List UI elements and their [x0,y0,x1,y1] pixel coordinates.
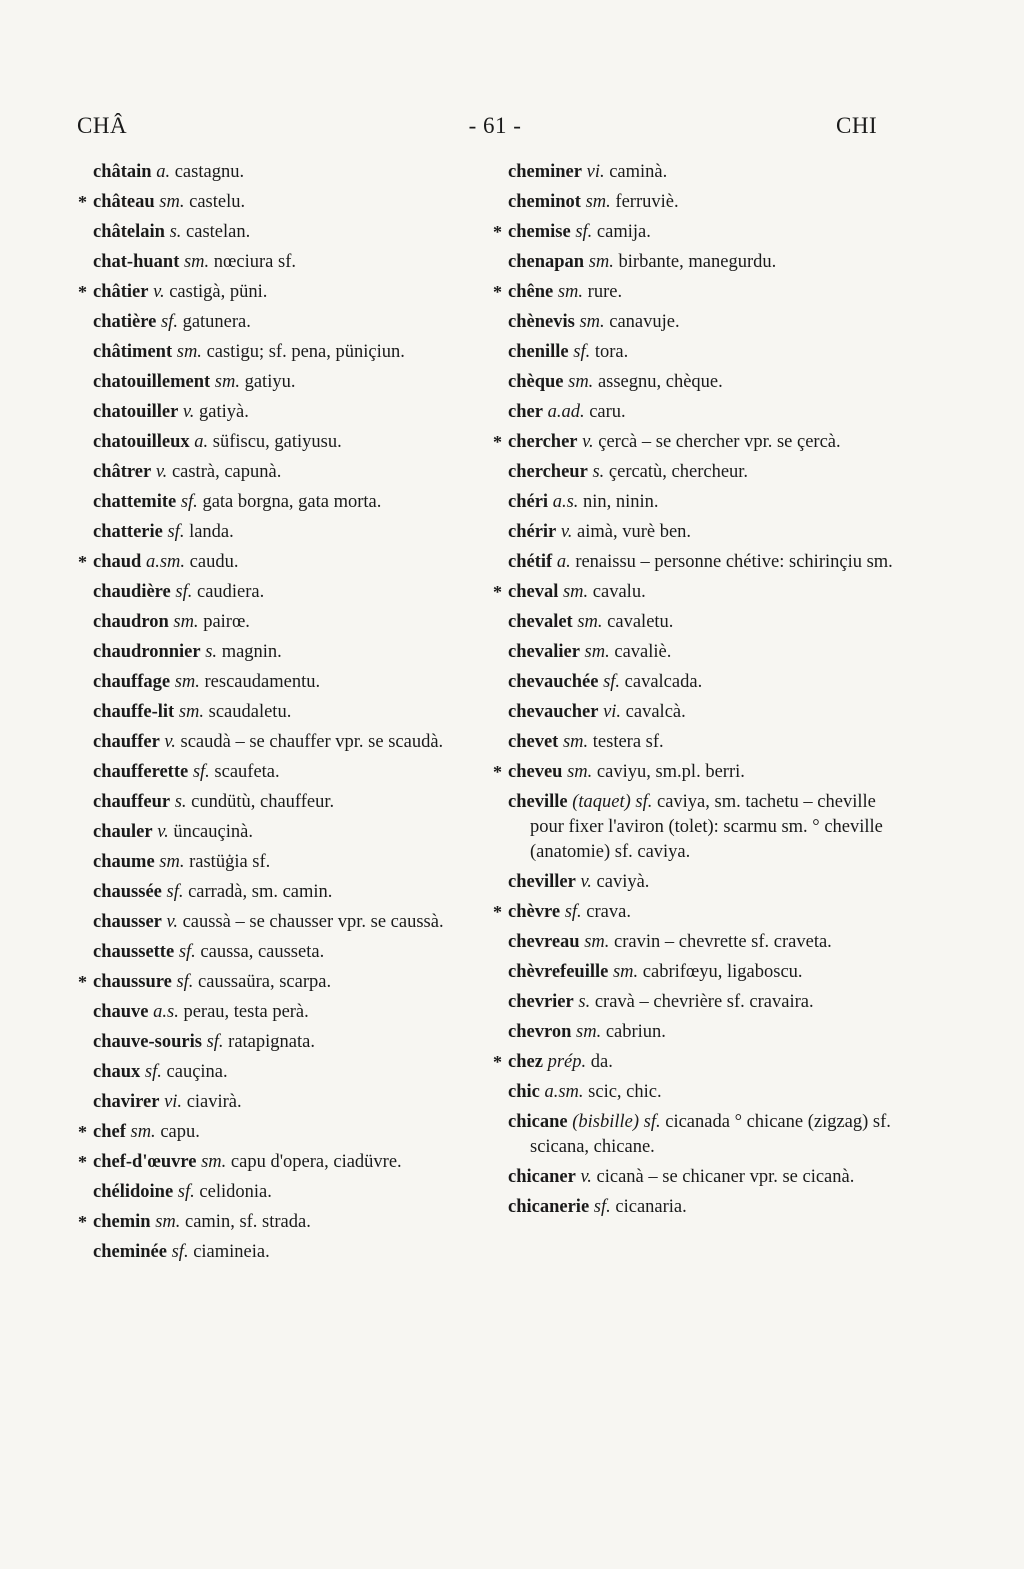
entry-translation: camin, sf. strada. [185,1212,311,1232]
entry-translation: rescaudamentu. [204,672,321,692]
entry-headword: chauve-souris [93,1032,202,1052]
entry-marker: * [78,192,87,212]
entry-headword: chaudron [93,612,169,632]
entry-headword: cheviller [508,872,576,892]
entry-translation: canavuje. [609,312,680,332]
entry-grammar: sm. [159,852,185,872]
entry-headword: chicane [508,1112,568,1132]
entry-translation: caussaüra, scarpa. [198,972,332,992]
entry-translation: caudu. [189,552,239,572]
entry-headword: chauffer [93,732,160,752]
dictionary-entry [493,900,893,925]
entry-grammar: sm. [576,1022,602,1042]
entry-headword: chavirer [93,1092,160,1112]
dictionary-entry [78,1120,463,1145]
entry-grammar: sf. [160,312,178,332]
dictionary-entry [493,340,893,365]
entry-translation: ciamineia. [193,1242,270,1262]
dictionary-entry [493,1050,893,1075]
entry-translation: cravin – chevrette sf. craveta. [614,932,832,952]
entry-grammar: sm. [562,582,589,602]
entry-headword: cheville [508,792,568,812]
entry-headword: chaudière [93,582,171,602]
dictionary-entry [78,400,463,425]
entry-translation: ciavirà. [186,1092,242,1112]
dictionary-entry [493,760,893,785]
entry-headword: chèque [508,372,564,392]
dictionary-entry [78,610,463,635]
entry-marker: * [78,552,87,572]
entry-grammar: s. [592,462,605,482]
dictionary-entry [493,490,893,515]
entry-translation: süfiscu, gatiyusu. [212,432,342,452]
entry-translation: gatunera. [182,312,251,332]
dictionary-entry [493,730,893,755]
entry-translation: caru. [589,402,626,422]
entry-translation: çercà – se chercher vpr. se çercà. [598,432,841,452]
entry-headword: châtrer [93,462,152,482]
entry-grammar: sm. [612,962,639,982]
entry-headword: chatouilleux [93,432,190,452]
entry-grammar: sf. [593,1197,611,1217]
dictionary-entry [493,310,893,335]
entry-marker: * [78,1152,87,1172]
entry-grammar: v. [580,1167,592,1187]
entry-headword: chêne [508,282,554,302]
entry-headword: chevron [508,1022,572,1042]
entry-headword: château [93,192,155,212]
entry-headword: chef [93,1122,126,1142]
entry-translation: cabriun. [605,1022,666,1042]
dictionary-entry [78,580,463,605]
entry-grammar: a.sm. [544,1082,584,1102]
entry-translation: cavalu. [592,582,646,602]
entry-grammar: sm. [201,1152,227,1172]
entry-grammar: a. [156,162,171,182]
dictionary-entry [78,520,463,545]
entry-headword: chemise [508,222,571,242]
entry-translation: scaudà – se chauffer vpr. se scaudà. [180,732,444,752]
entry-grammar: sf. [144,1062,162,1082]
entry-translation: caussà – se chausser vpr. se caussà. [182,912,444,932]
entry-translation: ferruviè. [615,192,679,212]
dictionary-entry [78,1180,463,1205]
entry-translation: capu d'opera, ciadüvre. [230,1152,402,1172]
dictionary-entry [78,340,463,365]
entry-translation: da. [590,1052,613,1072]
entry-marker: * [493,902,502,922]
entry-translation: castrà, capunà. [171,462,282,482]
entry-translation: caviya, sm. tachetu – cheville pour fixer l'aviron (tolet): scarmu sm. ° cheville (anatomie) sf. caviya. [530,792,883,862]
entry-translation: cavaletu. [607,612,674,632]
entry-grammar: s. [578,992,591,1012]
header-guide-left: CHÂ [77,113,128,138]
entry-translation: cabrifœyu, ligaboscu. [642,962,803,982]
entry-headword: chétif [508,552,553,572]
dictionary-entry [78,550,463,575]
entry-grammar: sf. [171,1242,189,1262]
entry-grammar: vi. [164,1092,183,1112]
entry-translation: çercatù, chercheur. [608,462,749,482]
entry-grammar: sm. [557,282,584,302]
entry-headword: cheminot [508,192,581,212]
entry-translation: cravà – chevrière sf. cravaira. [594,992,814,1012]
entry-grammar: v. [166,912,178,932]
entry-grammar: v. [164,732,176,752]
entry-grammar: sm. [176,342,202,362]
dictionary-entry [78,160,463,185]
entry-headword: chatouiller [93,402,179,422]
entry-translation: capu. [160,1122,200,1142]
dictionary-entry [493,930,893,955]
header-guide-right: CHI [836,113,878,138]
entry-translation: cavaliè. [614,642,672,662]
entry-headword: chauler [93,822,153,842]
dictionary-entry [78,1150,463,1175]
entry-translation: crava. [586,902,631,922]
dictionary-entry [78,310,463,335]
dictionary-entry [78,370,463,395]
right-column [493,160,893,1225]
entry-grammar: v. [560,522,573,542]
entry-headword: chaudronnier [93,642,201,662]
entry-headword: chéri [508,492,549,512]
entry-headword: cheval [508,582,559,602]
entry-grammar: vi. [603,702,622,722]
entry-translation: caviyà. [596,872,650,892]
dictionary-entry [78,250,463,275]
dictionary-entry [493,430,893,455]
entry-grammar: sm. [562,732,589,752]
entry-headword: chèvre [508,902,561,922]
entry-translation: cavalcada. [624,672,703,692]
entry-marker: * [493,762,502,782]
dictionary-entry [493,670,893,695]
entry-grammar: (taquet) sf. [572,792,653,812]
entry-translation: tora. [594,342,629,362]
dictionary-entry [493,1195,893,1220]
dictionary-entry [493,1110,893,1160]
dictionary-entry [78,1030,463,1055]
entry-translation: cavalcà. [625,702,686,722]
entry-headword: chatouillement [93,372,211,392]
dictionary-entry [78,760,463,785]
entry-marker: * [78,1212,87,1232]
entry-grammar: sm. [584,932,610,952]
dictionary-entry [78,970,463,995]
entry-grammar: sm. [173,612,199,632]
entry-grammar: sm. [577,612,603,632]
entry-headword: chènevis [508,312,575,332]
entry-grammar: sm. [155,1212,181,1232]
entry-translation: rastüġia sf. [189,852,271,872]
entry-headword: chaufferette [93,762,189,782]
dictionary-entry [493,220,893,245]
entry-grammar: s. [174,792,187,812]
entry-headword: châtelain [93,222,165,242]
dictionary-entry [78,1060,463,1085]
entry-grammar: v. [155,462,168,482]
entry-headword: châtier [93,282,149,302]
entry-headword: chercher [508,432,578,452]
entry-headword: châtiment [93,342,173,362]
dictionary-entry [493,640,893,665]
entry-headword: châtain [93,162,152,182]
dictionary-entry [78,460,463,485]
dictionary-entry [493,370,893,395]
entry-grammar: sm. [588,252,614,272]
entry-translation: gata borgna, gata morta. [202,492,382,512]
entry-headword: chatterie [93,522,163,542]
entry-translation: aimà, vurè ben. [577,522,692,542]
entry-grammar: sm. [174,672,200,692]
entry-translation: castigu; sf. pena, püniçiun. [206,342,405,362]
page-number: - 61 - [468,113,522,138]
entry-translation: cicanada ° chicane (zigzag) sf. scicana, chicane. [530,1112,891,1157]
entry-grammar: sm. [214,372,240,392]
entry-headword: chélidoine [93,1182,174,1202]
dictionary-entry [493,610,893,635]
entry-headword: chevrier [508,992,574,1012]
entry-translation: pairœ. [203,612,250,632]
dictionary-entry [78,280,463,305]
dictionary-entry [493,280,893,305]
entry-grammar: sf. [564,902,582,922]
entry-grammar: sm. [579,312,605,332]
entry-headword: chef-d'œuvre [93,1152,197,1172]
entry-translation: caminà. [609,162,668,182]
entry-headword: cheminée [93,1242,167,1262]
dictionary-entry [78,670,463,695]
entry-translation: cauçina. [166,1062,228,1082]
entry-grammar: (bisbille) sf. [572,1112,661,1132]
dictionary-entry [493,700,893,725]
entry-translation: renaissu – personne chétive: schirinçiu sm. [575,552,893,572]
entry-grammar: a.sm. [145,552,186,572]
dictionary-entry [78,220,463,245]
entry-headword: chevalier [508,642,580,662]
entry-translation: rure. [587,282,623,302]
left-column [78,160,463,1270]
entry-translation: scic, chic. [588,1082,662,1102]
entry-headword: chicanerie [508,1197,590,1217]
entry-headword: chaume [93,852,155,872]
entry-grammar: sm. [159,192,185,212]
dictionary-entry [78,1240,463,1265]
entry-grammar: sm. [178,702,204,722]
entry-grammar: a.s. [552,492,579,512]
dictionary-entry [78,940,463,965]
entry-grammar: sf. [166,882,184,902]
entry-headword: chatière [93,312,157,332]
dictionary-entry [78,700,463,725]
dictionary-entry [78,850,463,875]
entry-translation: cicanà – se chicaner vpr. se cicanà. [596,1167,855,1187]
entry-grammar: sm. [584,642,610,662]
dictionary-entry [493,400,893,425]
dictionary-entry [493,990,893,1015]
entry-grammar: sm. [183,252,210,272]
entry-translation: perau, testa perà. [183,1002,309,1022]
entry-grammar: sm. [567,762,593,782]
entry-translation: gatiyu. [244,372,296,392]
dictionary-entry [493,1165,893,1190]
entry-grammar: v. [582,432,594,452]
entry-translation: birbante, manegurdu. [618,252,777,272]
entry-headword: cher [508,402,543,422]
dictionary-entry [78,1000,463,1025]
entry-headword: chicaner [508,1167,576,1187]
entry-headword: chercheur [508,462,588,482]
dictionary-entry [493,520,893,545]
entry-translation: caudiera. [197,582,265,602]
dictionary-entry [493,460,893,485]
entry-grammar: sf. [573,342,591,362]
entry-grammar: vi. [586,162,605,182]
entry-headword: chenapan [508,252,585,272]
entry-grammar: sf. [192,762,210,782]
dictionary-entry [78,790,463,815]
entry-headword: chauffe-lit [93,702,175,722]
entry-translation: castagnu. [174,162,245,182]
entry-grammar: sf. [176,972,194,992]
dictionary-entry [78,490,463,515]
dictionary-entry [493,190,893,215]
entry-translation: caviyu, sm.pl. berri. [596,762,745,782]
entry-headword: cheveu [508,762,563,782]
entry-translation: landa. [189,522,234,542]
entry-grammar: sm. [568,372,594,392]
entry-marker: * [493,1052,502,1072]
entry-headword: chevreau [508,932,580,952]
dictionary-entry [78,640,463,665]
entry-translation: castelu. [189,192,246,212]
entry-translation: gatiyà. [199,402,249,422]
entry-translation: nin, ninin. [583,492,659,512]
dictionary-entry [493,580,893,605]
entry-grammar: prép. [547,1052,587,1072]
entry-headword: chaussée [93,882,162,902]
dictionary-entry [493,960,893,985]
entry-grammar: a. [556,552,571,572]
dictionary-entry [493,160,893,185]
dictionary-entry [78,730,463,755]
entry-marker: * [493,282,502,302]
entry-grammar: sf. [178,942,196,962]
entry-grammar: a.ad. [547,402,585,422]
dictionary-entry [493,870,893,895]
dictionary-entry [78,880,463,905]
entry-grammar: s. [169,222,182,242]
entry-grammar: v. [580,872,592,892]
entry-translation: cundütù, chauffeur. [191,792,335,812]
entry-grammar: s. [205,642,218,662]
entry-marker: * [493,222,502,242]
entry-grammar: sf. [175,582,193,602]
entry-headword: chevet [508,732,559,752]
entry-headword: chenille [508,342,569,362]
entry-headword: chaussette [93,942,175,962]
entry-marker: * [493,582,502,602]
entry-translation: assegnu, chèque. [597,372,723,392]
entry-grammar: sf. [603,672,621,692]
entry-headword: chaud [93,552,142,572]
dictionary-entry [78,430,463,455]
entry-headword: chaux [93,1062,141,1082]
entry-marker: * [78,1122,87,1142]
entry-translation: üncauçinà. [173,822,253,842]
entry-marker: * [493,432,502,452]
entry-headword: chemin [93,1212,151,1232]
entry-grammar: sf. [206,1032,224,1052]
entry-marker: * [78,282,87,302]
entry-translation: castigà, püni. [169,282,268,302]
entry-headword: chèvrefeuille [508,962,609,982]
entry-headword: chausser [93,912,162,932]
entry-grammar: a. [194,432,209,452]
entry-headword: chaussure [93,972,172,992]
dictionary-entry [78,820,463,845]
entry-translation: carradà, sm. camin. [188,882,333,902]
dictionary-entry [78,1090,463,1115]
entry-grammar: v. [182,402,195,422]
entry-grammar: sf. [167,522,185,542]
entry-grammar: sf. [180,492,198,512]
entry-translation: caussa, causseta. [200,942,325,962]
entry-translation: magnin. [221,642,282,662]
entry-marker: * [78,972,87,992]
entry-headword: chevalet [508,612,573,632]
entry-headword: chic [508,1082,540,1102]
entry-headword: chérir [508,522,557,542]
entry-translation: nœciura sf. [213,252,296,272]
dictionary-entry [78,190,463,215]
entry-headword: chauffeur [93,792,171,812]
entry-grammar: v. [157,822,169,842]
entry-translation: celidonia. [199,1182,272,1202]
entry-grammar: a.s. [153,1002,179,1022]
entry-headword: chevauchée [508,672,599,692]
entry-grammar: sf. [177,1182,195,1202]
dictionary-entry [493,550,893,575]
entry-grammar: v. [153,282,165,302]
entry-grammar: sf. [575,222,593,242]
entry-translation: scaudaletu. [208,702,292,722]
entry-headword: chattemite [93,492,177,512]
dictionary-entry [493,1080,893,1105]
entry-headword: chevaucher [508,702,599,722]
dictionary-entry [493,790,893,865]
entry-headword: chat-huant [93,252,180,272]
entry-translation: camija. [596,222,651,242]
entry-headword: chauffage [93,672,171,692]
dictionary-entry [493,1020,893,1045]
entry-grammar: sm. [130,1122,156,1142]
entry-headword: chauve [93,1002,149,1022]
entry-grammar: sm. [585,192,611,212]
dictionary-entry [78,1210,463,1235]
dictionary-entry [78,910,463,935]
entry-translation: castelan. [186,222,251,242]
entry-translation: scaufeta. [214,762,280,782]
dictionary-entry [493,250,893,275]
entry-translation: ratapignata. [228,1032,315,1052]
entry-translation: testera sf. [592,732,664,752]
entry-translation: cicanaria. [615,1197,687,1217]
entry-headword: chez [508,1052,543,1072]
entry-headword: cheminer [508,162,582,182]
